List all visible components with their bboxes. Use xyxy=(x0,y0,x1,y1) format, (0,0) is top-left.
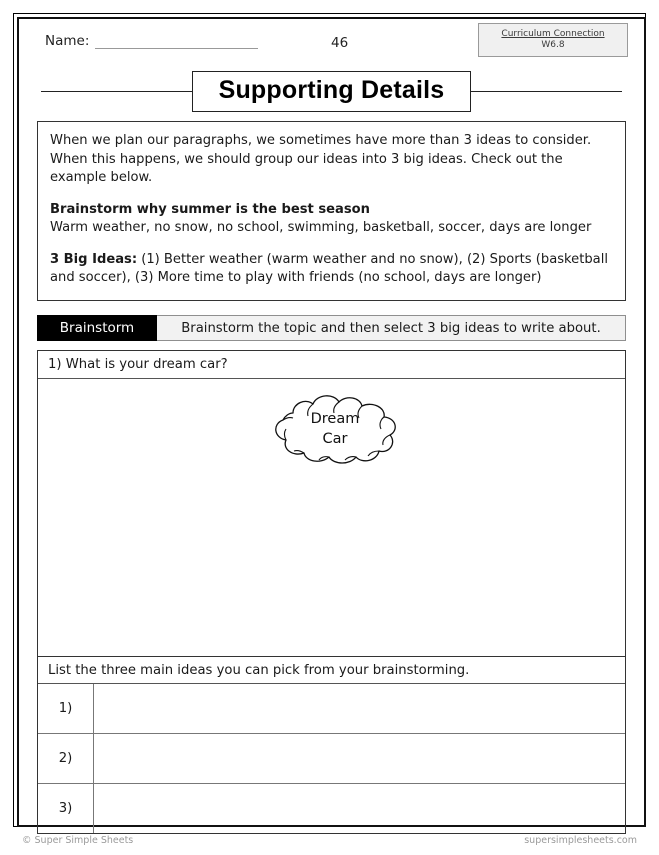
name-label: Name: xyxy=(45,33,90,49)
main-ideas-header: List the three main ideas you can pick from your brainstorming. xyxy=(38,657,625,684)
answer-input-3[interactable] xyxy=(94,784,625,833)
curriculum-connection-badge xyxy=(478,23,628,57)
curriculum-connection-code: W6.8 xyxy=(541,40,565,50)
answer-number: 2) xyxy=(38,734,94,783)
example-heading: Brainstorm why summer is the best season xyxy=(50,201,370,217)
instructions-paragraph: When we plan our paragraphs, we sometimes have more than 3 ideas to consider. When this happens, we should group our ideas into 3 big ideas. Check out the example below. xyxy=(50,133,592,186)
footer-website: supersimplesheets.com xyxy=(524,835,637,846)
worksheet-page xyxy=(17,17,646,827)
example-big-ideas xyxy=(50,251,613,288)
header xyxy=(31,19,632,67)
table-row xyxy=(38,734,625,784)
question-prompt: 1) What is your dream car? xyxy=(38,351,625,379)
page-title-area xyxy=(31,69,632,113)
brainstorm-canvas[interactable] xyxy=(38,379,625,657)
name-input-line[interactable] xyxy=(95,36,258,49)
page-title: Supporting Details xyxy=(192,71,472,112)
page-number: 46 xyxy=(331,35,349,51)
cloud-label-line2: Car xyxy=(322,431,348,448)
cloud-label xyxy=(260,391,410,467)
table-row xyxy=(38,684,625,734)
footer-copyright: © Super Simple Sheets xyxy=(22,835,134,846)
name-field-group xyxy=(45,35,258,49)
title-rule-right xyxy=(447,91,622,92)
section-tab-bar xyxy=(37,315,626,341)
answer-input-1[interactable] xyxy=(94,684,625,733)
big-ideas-label: 3 Big Ideas: xyxy=(50,251,138,267)
cloud-label-line1: Dream xyxy=(310,411,360,428)
instructions-box xyxy=(37,121,626,301)
answer-input-2[interactable] xyxy=(94,734,625,783)
big-ideas-text: (1) Better weather (warm weather and no snow), (2) Sports (basketball and soccer), (3) More time to play with friends (no school, days are longer) xyxy=(50,251,608,286)
thought-cloud xyxy=(260,391,410,467)
brainstorm-work-area xyxy=(37,350,626,834)
footer xyxy=(0,833,659,855)
title-rule-left xyxy=(41,91,216,92)
answer-number: 3) xyxy=(38,784,94,833)
table-row xyxy=(38,784,625,833)
worksheet-content xyxy=(19,19,644,825)
tab-brainstorm[interactable]: Brainstorm xyxy=(37,315,157,341)
curriculum-connection-title: Curriculum Connection xyxy=(501,28,605,39)
spacer xyxy=(50,188,613,201)
spacer xyxy=(50,238,613,251)
section-instruction: Brainstorm the topic and then select 3 big ideas to write about. xyxy=(157,315,626,341)
example-brainstorm-list: Warm weather, no snow, no school, swimming, basketball, soccer, days are longer xyxy=(50,220,592,236)
answer-number: 1) xyxy=(38,684,94,733)
